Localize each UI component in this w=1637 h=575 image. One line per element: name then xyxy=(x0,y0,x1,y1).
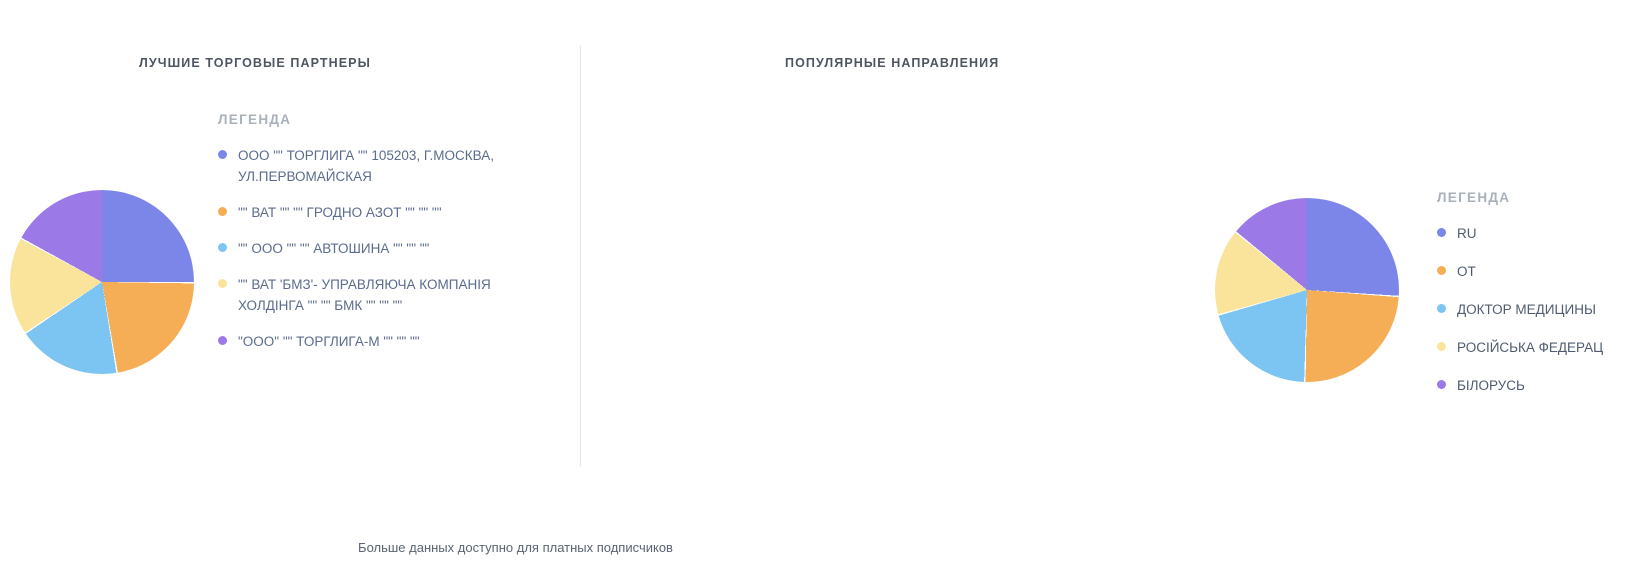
legend-item-label: БІЛОРУСЬ xyxy=(1457,378,1525,393)
legend-color-dot-icon xyxy=(218,243,227,252)
legend-title-left: ЛЕГЕНДА xyxy=(218,112,292,127)
legend-item-label: OT xyxy=(1457,264,1476,279)
legend-item[interactable] xyxy=(218,145,518,187)
legend-item[interactable] xyxy=(1437,223,1637,244)
legend-destinations xyxy=(1437,190,1637,413)
legend-title-right: ЛЕГЕНДА xyxy=(1437,190,1511,205)
legend-color-dot-icon xyxy=(218,336,227,345)
legend-item[interactable] xyxy=(1437,337,1637,358)
legend-item[interactable] xyxy=(218,202,518,223)
legend-color-dot-icon xyxy=(1437,380,1446,389)
legend-item[interactable] xyxy=(1437,375,1637,396)
page-title-right: ПОПУЛЯРНЫЕ НАПРАВЛЕНИЯ xyxy=(785,56,1000,70)
legend-color-dot-icon xyxy=(218,150,227,159)
legend-item-label: "ООО" "" ТОРГЛИГА-М "" "" "" xyxy=(238,334,420,349)
legend-color-dot-icon xyxy=(1437,342,1446,351)
legend-item-label: "" ООО "" "" АВТОШИНА "" "" "" xyxy=(238,241,430,256)
legend-items-partners xyxy=(218,145,518,352)
panel-popular-destinations xyxy=(581,0,1604,470)
legend-item-label: "" ВАТ 'БМЗ'- УПРАВЛЯЮЧА КОМПАНІЯ ХОЛДІНГА "" "" БМК "" "" "" xyxy=(238,277,491,313)
legend-item-label: ООО "" ТОРГЛИГА "" 105203, Г.МОСКВА, УЛ.ПЕРВОМАЙСКАЯ xyxy=(238,148,494,184)
legend-color-dot-icon xyxy=(218,207,227,216)
legend-item-label: "" ВАТ "" "" ГРОДНО АЗОТ "" "" "" xyxy=(238,205,442,220)
legend-color-dot-icon xyxy=(1437,266,1446,275)
legend-color-dot-icon xyxy=(1437,228,1446,237)
legend-partners xyxy=(218,112,518,367)
legend-item[interactable] xyxy=(1437,261,1637,282)
legend-item[interactable] xyxy=(218,331,518,352)
panel-top-trade-partners xyxy=(0,0,580,470)
legend-items-destinations xyxy=(1437,223,1637,396)
legend-item-label: ДОКТОР МЕДИЦИНЫ xyxy=(1457,302,1596,317)
pie-slices-destinations xyxy=(1215,198,1399,382)
legend-item[interactable] xyxy=(218,238,518,259)
legend-item[interactable] xyxy=(1437,299,1637,320)
legend-item-label: РОСІЙСЬКА ФЕДЕРАЦ xyxy=(1457,340,1604,355)
footer-note: Больше данных доступно для платных подписчиков xyxy=(358,540,673,555)
legend-item[interactable] xyxy=(218,274,518,316)
pie-chart-partners xyxy=(10,190,194,374)
page-title-left: ЛУЧШИЕ ТОРГОВЫЕ ПАРТНЕРЫ xyxy=(139,56,371,70)
legend-color-dot-icon xyxy=(218,279,227,288)
pie-chart-destinations xyxy=(1215,198,1399,382)
legend-item-label: RU xyxy=(1457,226,1477,241)
legend-color-dot-icon xyxy=(1437,304,1446,313)
pie-slices-partners xyxy=(10,190,194,374)
